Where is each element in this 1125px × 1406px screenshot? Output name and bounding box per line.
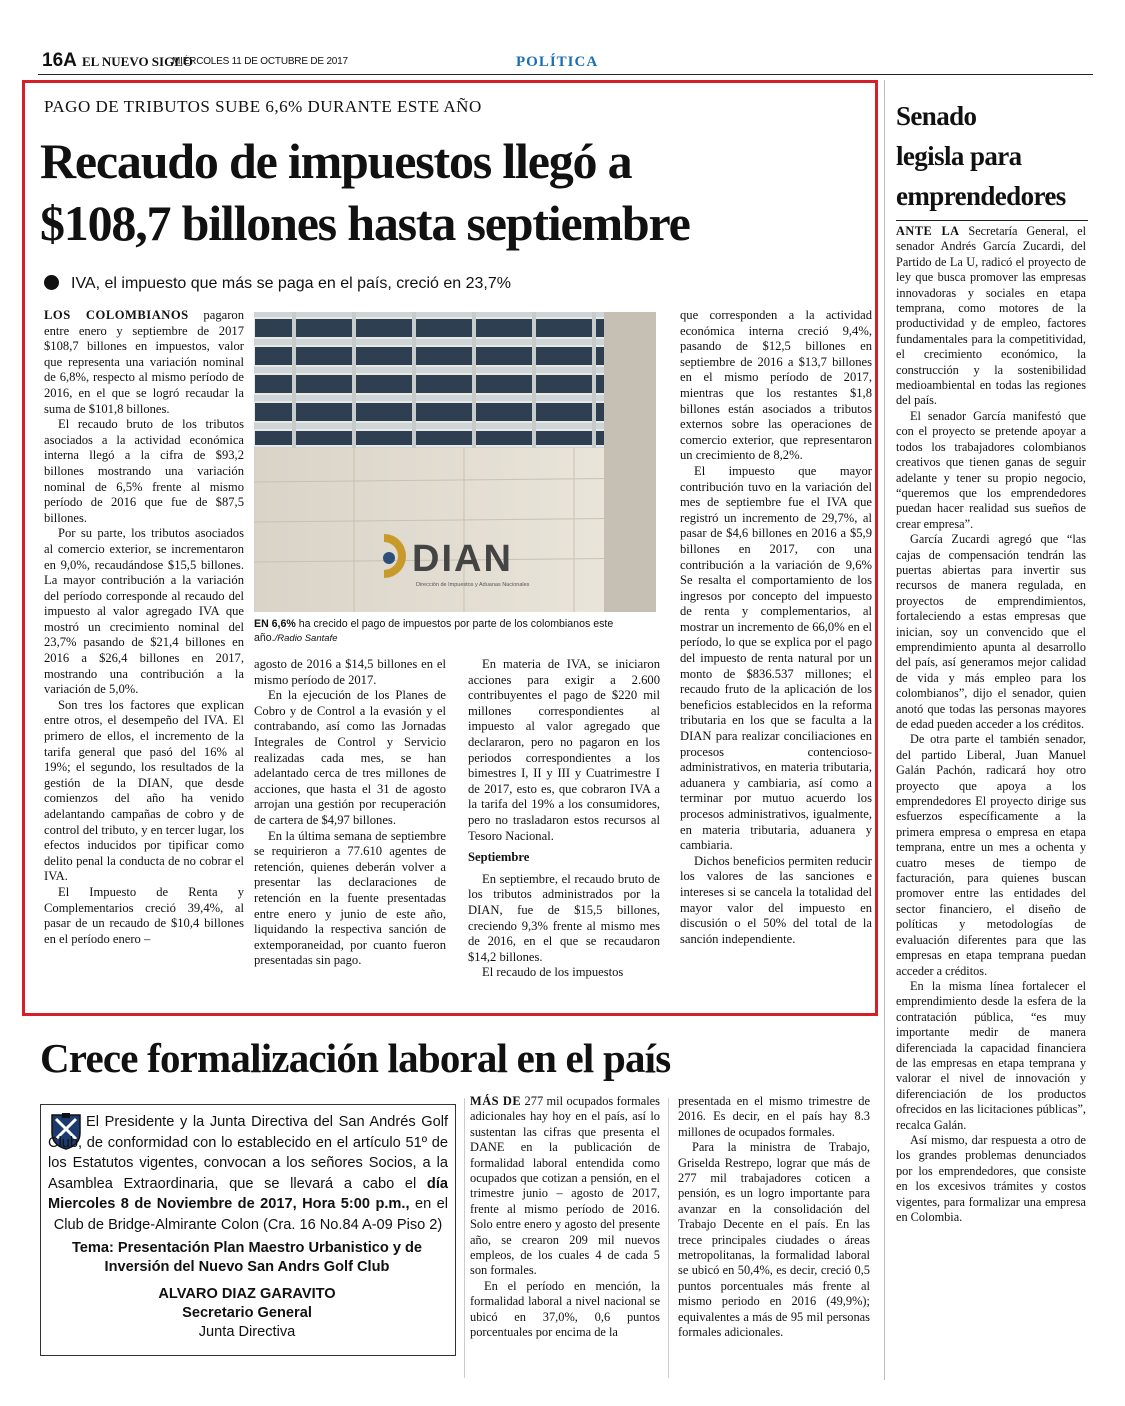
ad-topic: Tema: Presentación Plan Maestro Urbanistico y de Inversión del Nuevo San Andrs Golf Club	[71, 1240, 423, 1275]
ad-meeting-date: día Miercoles 8 de Noviembre de 2017, Hora 5:00 p.m.,	[48, 1175, 448, 1212]
paragraph: LOS COLOMBIANOS pagaron entre enero y septiembre de 2017 $108,7 billones en impuestos, valor que representa una variación nominal de 6,8%, respecto al mismo período de 2016, en el que se logró recaudar la suma de $101,8 billones.	[44, 308, 244, 416]
paragraph: agosto de 2016 a $14,5 billones en el mismo período de 2017.	[254, 657, 446, 687]
header-divider	[38, 74, 1093, 75]
paper-date: MIÉRCOLES 11 DE OCTUBRE DE 2017	[172, 56, 348, 67]
paragraph: El impuesto que mayor contribución tuvo en la variación del mes de septiembre fue el IVA que registró un incremento de 29,7%, al pasar de $4,6 billones en 2016 a $5,9 billones en 2017, con una contribución a la variación de 9,6% Se resalta el comportamiento de los ingresos por concepto del impuesto de renta y complementarios, al mostrar un incremento de 66,0% en el período, lo que se explica por el pago del impuesto de renta natural por un monto de $836.537 millones; el recaudo fruto de la aplicación de los beneficios establecidos en la reforma tributaria en los que se faculta a la DIAN para realizar conciliaciones en procesos contencioso-administrativos, en materia tributaria, aduanera y cambiaria, así como a terminar por mutuo acuerdo los procesos administrativos, igualmente, en materia tributaria, aduanera y cambiaria.	[680, 463, 872, 853]
dian-building-photo	[254, 312, 656, 612]
main-headline	[40, 130, 870, 254]
paragraph: En materia de IVA, se iniciaron acciones para exigir a 2.600 contribuyentes el pago de $220 mil millones correspondientes al impuesto al valor agregado que declararon, pero no pagaron en los periodos correspondientes a los bimestres I, II y III y Cuatrimestre I de 2017, esto es, que cobraron IVA a la tarifa del 19% a los consumidores, pero no trasladaron estos recursos al Tesoro Nacional.	[468, 657, 660, 843]
photo-caption: EN 6,6% ha crecido el pago de impuestos por parte de los colombianos este año./Radio Santafe	[254, 618, 614, 644]
paragraph: El senador García manifestó que con el proyecto se pretende apoyar a todos los trabajadores colombianos creativos que tienen ganas de seguir adelante y tener su propio negocio, “queremos que los emprendedores puedan hacer realidad sus sueños de crear empresa”.	[896, 408, 1086, 531]
ad-signer-name: ALVARO DIAZ GARAVITO	[158, 1286, 336, 1302]
dian-logo-tagline: Dirección de Impuestos y Aduanas Nacionales	[416, 582, 530, 588]
paragraph: ANTE LA Secretaría General, el senador Andrés García Zucardi, del Partido de La U, radicó el proyecto de ley que busca promover las empresas innovadoras y sociales en etapa temprana, como motores de la productividad y de empleo, factores fundamentales para la competitividad, el crecimiento económico, la construcción y la sostenibilidad medioambiental en todas las regiones del país.	[896, 224, 1086, 408]
lead-in: LOS COLOMBIANOS	[44, 308, 189, 322]
paragraph: Por su parte, los tributos asociados al comercio exterior, se incrementaron en 9,0%, recaudándose $15,5 billones. La mayor contribución a la variación del período corresponde al recaudo del impuesto al valor agregado IVA que mostró un crecimiento nominal del 23,7% pasando de $21,4 billones en 2016 a $26,4 billones en 2017, mostrando una contribución a la variación de 5,0%.	[44, 526, 244, 697]
paragraph: Dichos beneficios permiten reducir los valores de las sanciones e intereses si se cancela la totalidad del mayor valor del impuesto en discusión o el 50% del total de la sanción independiente.	[680, 853, 872, 946]
paragraph: En el período en mención, la formalidad laboral a nivel nacional se ubicó en 37,0%, 0,6 puntos porcentuales por encima de la	[470, 1278, 660, 1340]
paragraph: MÁS DE 277 mil ocupados formales adicionales hay hoy en el país, así lo sustentan las cifras que presenta el DANE en la publicación de formalidad laboral entendida como ocupados que cotizan a pensión, en el trimestre junio – agosto de 2017, frente al mismo período de 2016. Solo entre enero y agosto del presente año, se crearon 209 mil nuevos empleos, de los cuales 4 de cada 5 son formales.	[470, 1094, 660, 1278]
sidebar-body	[896, 224, 1086, 1225]
ad-signer-role: Secretario General	[182, 1305, 312, 1321]
paragraph: El recaudo de los impuestos	[482, 965, 624, 980]
headline-line-1: Recaudo de impuestos llegó a	[40, 133, 632, 189]
paragraph: Para la ministra de Trabajo, Griselda Restrepo, lograr que más de 277 mil trabajadores coticen a pensión, es un logro importante para avanzar en la consolidación del Trabajo Decente en el país. En las trece principales ciudades o áreas metropolitanas, la formalidad laboral se ubicó en 50,4%, es decir, creció 0,5 puntos porcentuales más frente al mismo periodo en 2016 (49,9%); equivalentes a más de 95 mil personas formales adicionales.	[678, 1140, 870, 1340]
main-column-2	[254, 657, 446, 969]
subhead-text: IVA, el impuesto que más se paga en el país, creció en 23,7%	[71, 275, 511, 292]
section-title: POLÍTICA	[516, 54, 599, 70]
paragraph: presentada en el mismo trimestre de 2016. Es decir, en el país hay 8.3 millones de ocupados formales.	[678, 1094, 870, 1139]
paragraph: En la ejecución de los Planes de Cobro y de Control a la evasión y el contrabando, así como las Jornadas Integrales de Control y Servicio realizadas cada mes, se han adelantado cerca de tres millones de acciones, que hasta el 31 de agosto arrojan una gestión por recuperación de cartera de $4,97 billones.	[254, 688, 446, 827]
lead-in: MÁS DE	[470, 1094, 522, 1108]
paragraph: En la última semana de septiembre se requirieron a 77.610 agentes de retención, quienes deberán volver a presentar las declaraciones de retención en la fuente presentadas entre enero y junio de este año, liquidando la respectiva sanción de extemporaneidad, por cuanto fueron presentadas sin pago.	[254, 828, 446, 968]
paper-name: EL NUEVO SIGLO	[82, 54, 193, 69]
paragraph: El recaudo bruto de los tributos asociados a la actividad económica interna llegó a la cifra de $93,2 billones mostrando una variación nominal de 6,5% frente al mismo período de 2016 que fue de $87,5 billones.	[44, 417, 244, 525]
ad-signer-org: Junta Directiva	[198, 1324, 296, 1340]
story2-column-1	[470, 1094, 660, 1341]
page-number: 16A	[42, 50, 77, 71]
paragraph: En septiembre, el recaudo bruto de los tributos administrados por la DIAN, fue de $15,5 billones, creciendo 9,3% frente al mismo mes de 2016, en el que se recaudaron $14,2 billones.	[468, 871, 660, 964]
lead-in: ANTE LA	[896, 224, 960, 238]
paragraph: De otra parte el también senador, del partido Liberal, Juan Manuel Galán Pachón, radicará hoy otro proyecto que apoya a los emprendedores El proyecto dirige sus esfuerzos específicamente a la primera empresa o empresa en etapa temprana, entre un mes a ochenta y cuatro meses de tiempo de facturación, para quienes buscan promover entre las entidades del sector financiero, el diseño de políticas y metodologías de evaluación diferentes para que las empresas en etapa temprana puedan acceder a créditos.	[896, 732, 1086, 978]
sidebar-title: Senado legisla para emprendedores	[896, 101, 1066, 211]
paragraph: El Impuesto de Renta y Complementarios creció 39,4%, al pasar de un recaudo de $10,4 billones en el período enero –	[44, 884, 244, 946]
paragraph: Así mismo, dar respuesta a otro de los grandes problemas denunciados por los emprendedores, que consiste en los excesivos trámites y costos vigentes, para formalizar una empresa en Colombia.	[896, 1132, 1086, 1224]
main-subhead	[44, 275, 511, 293]
column-divider	[668, 1098, 669, 1378]
story2-headline: Crece formalización laboral en el país	[40, 1035, 671, 1081]
main-column-1	[44, 308, 244, 947]
main-column-3	[468, 657, 660, 981]
main-kicker: PAGO DE TRIBUTOS SUBE 6,6% DURANTE ESTE AÑO	[44, 97, 482, 116]
story2-column-2	[678, 1094, 870, 1341]
subsection-title: Septiembre	[468, 850, 530, 865]
ad-body-text: El Presidente y la Junta Directiva del San Andrés Golf Club, de conformidad con lo establecido en el artículo 51º de los Estatutos vigentes, convocan a los señores Socios, a la Asamblea Extraordinaria, que se llevará a cabo el día Miercoles 8 de Noviembre de 2017, Hora 5:00 p.m., en el Club de Bridge-Almirante Colon (Cra. 16 No.84 A-09 Piso 2)	[48, 1114, 448, 1233]
paragraph: García Zucardi agregó que “las cajas de compensación tendrán las puertas abiertas para invertir sus recursos de manera regulada, en proyectos de emprendimientos, fortaleciendo a estas empresas que inician, soy un convencido que el emprendimiento apunta al desarrollo del país, así generamos mejor calidad de vida y más empleo para los colombianos”, dijo el senador, quien anotó que todas las personas mayores de edad pueden acceder a los créditos.	[896, 532, 1086, 731]
main-column-4	[680, 308, 872, 947]
paragraph: que corresponden a la actividad económica interna creció 9,4%, pasando de $12,5 billones en septiembre de 2016 a $13,7 billones en el mismo período de 2017, mientras que los restantes $1,8 billones están asociados a tributos externos sobre las operaciones de comercio exterior, que representaron un crecimiento de 8,2%.	[680, 308, 872, 463]
sidebar-divider	[884, 80, 885, 1380]
headline-line-2: $108,7 billones hasta septiembre	[40, 195, 690, 251]
ad-signature	[52, 1285, 442, 1342]
paragraph: Son tres los factores que explican entre otros, el desempeño del IVA. El primero de ellos, el incremento de la tarifa general que pasó del 16% al 19%; el segundo, los resultados de la gestión de la DIAN, que desde comienzos del año ha venido adelantando campañas de cobro y de control del tributo, y en tercer lugar, los efectos inducidos por tipificar como delito penal la conducta de no cobrar el IVA.	[44, 697, 244, 884]
column-divider	[464, 1098, 465, 1378]
paragraph: En la misma línea fortalecer el emprendimiento desde la esfera de la contratación pública, “es muy importante medir de manera diferenciada la capacidad financiera de las empresas en etapa temprana y valorar el nivel de innovación y diferenciación de los productos ofrecidos en las licitaciones públicas”, recalca Galán.	[896, 978, 1086, 1132]
photo-credit: /Radio Santafe	[274, 632, 338, 644]
bullet-icon	[44, 275, 59, 290]
dian-logo-text: DIAN	[412, 538, 513, 580]
sidebar-title-rule	[896, 220, 1088, 221]
